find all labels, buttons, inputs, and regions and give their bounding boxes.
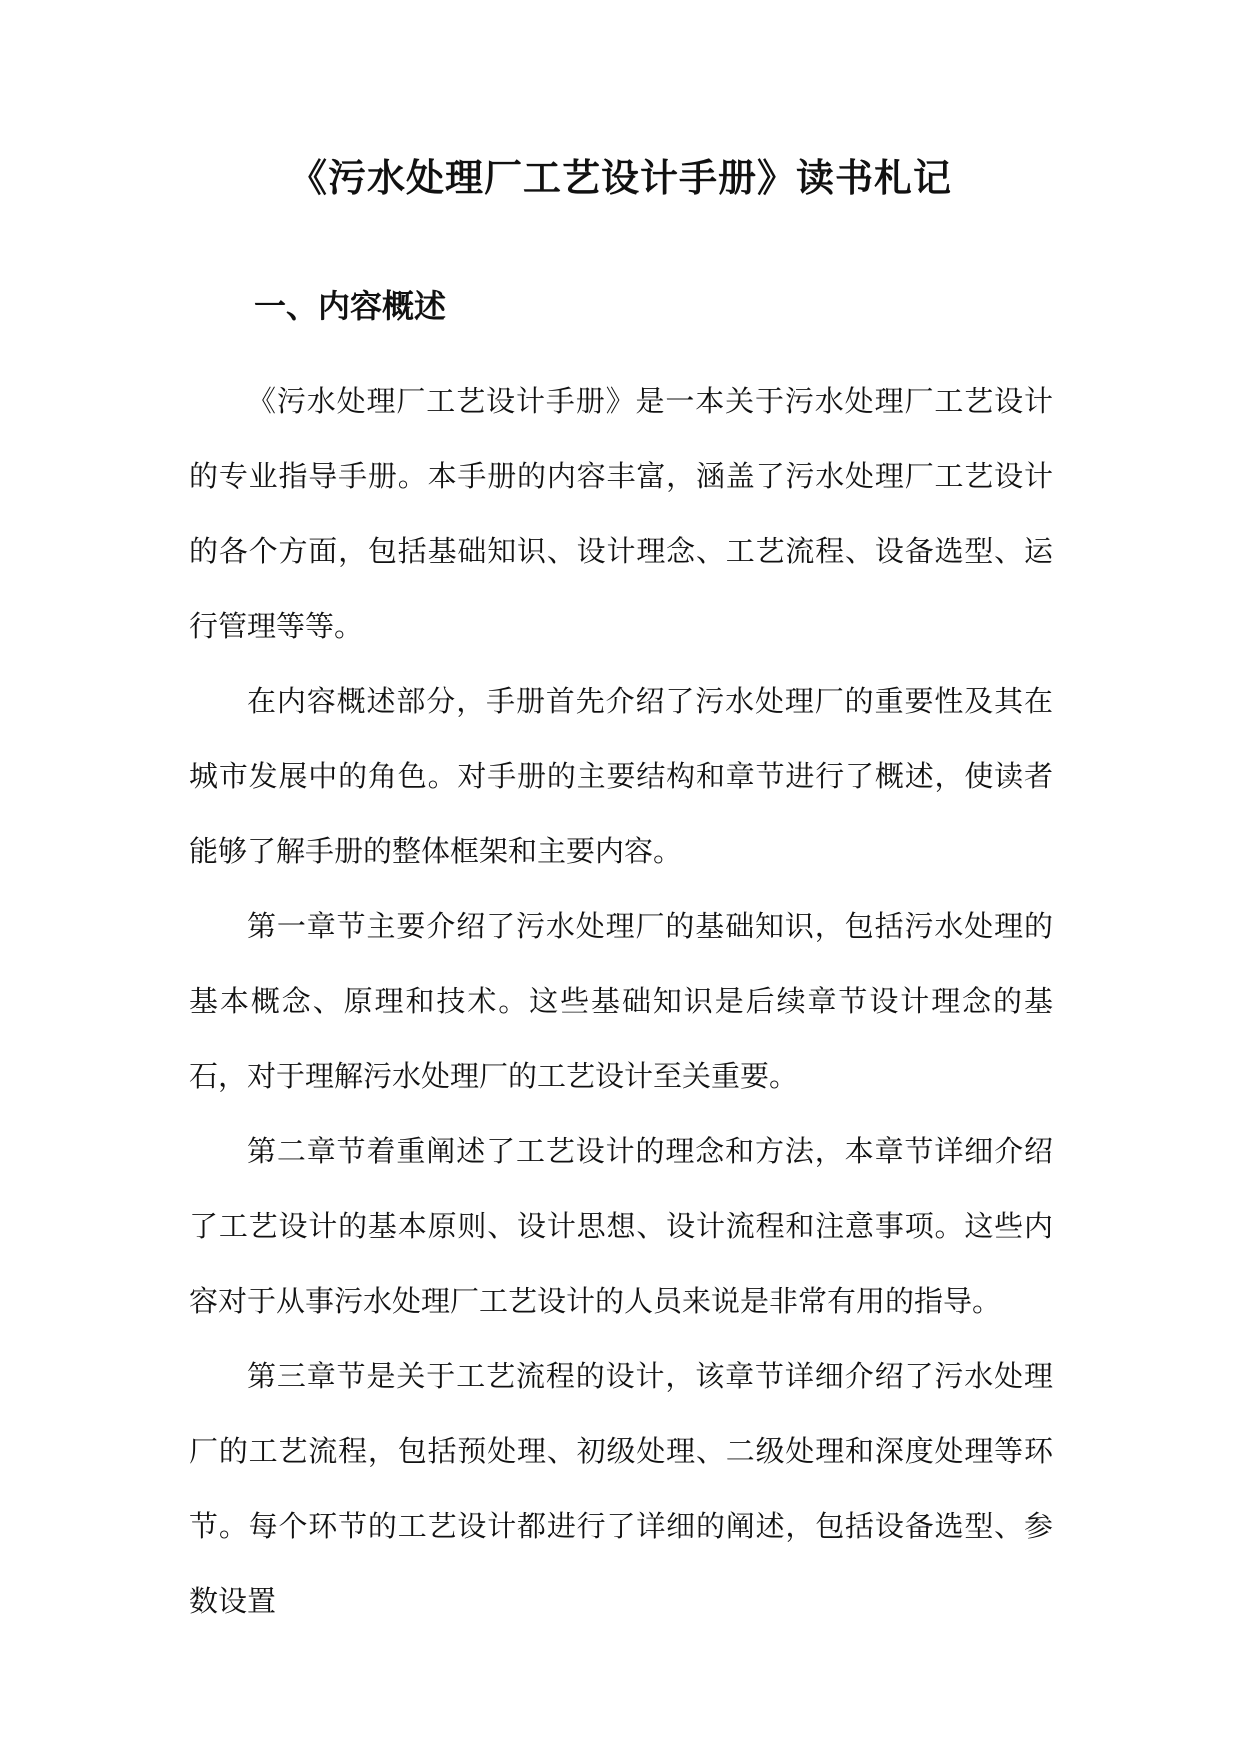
document-title: 《污水处理厂工艺设计手册》读书札记 (288, 155, 952, 200)
paragraph-3: 第一章节主要介绍了污水处理厂的基础知识，包括污水处理的基本概念、原理和技术。这些基础知识是后续章节设计理念的基石，对于理解污水处理厂的工艺设计至关重要。 (189, 909, 1053, 1093)
paragraph-4: 第二章节着重阐述了工艺设计的理念和方法，本章节详细介绍了工艺设计的基本原则、设计思想、设计流程和注意事项。这些内容对于从事污水处理厂工艺设计的人员来说是非常有用的指导。 (189, 1134, 1053, 1318)
paragraph-2: 在内容概述部分，手册首先介绍了污水处理厂的重要性及其在城市发展中的角色。对手册的主要结构和章节进行了概述，使读者能够了解手册的整体框架和主要内容。 (189, 684, 1053, 868)
paragraph-5: 第三章节是关于工艺流程的设计，该章节详细介绍了污水处理厂的工艺流程，包括预处理、初级处理、二级处理和深度处理等环节。每个环节的工艺设计都进行了详细的阐述，包括设备选型、参数设置 (189, 1359, 1053, 1618)
body-text (189, 364, 1053, 1639)
section-heading: 一、内容概述 (254, 287, 447, 325)
paragraph-1: 《污水处理厂工艺设计手册》是一本关于污水处理厂工艺设计的专业指导手册。本手册的内容丰富，涵盖了污水处理厂工艺设计的各个方面，包括基础知识、设计理念、工艺流程、设备选型、运行管理等等。 (189, 384, 1053, 643)
